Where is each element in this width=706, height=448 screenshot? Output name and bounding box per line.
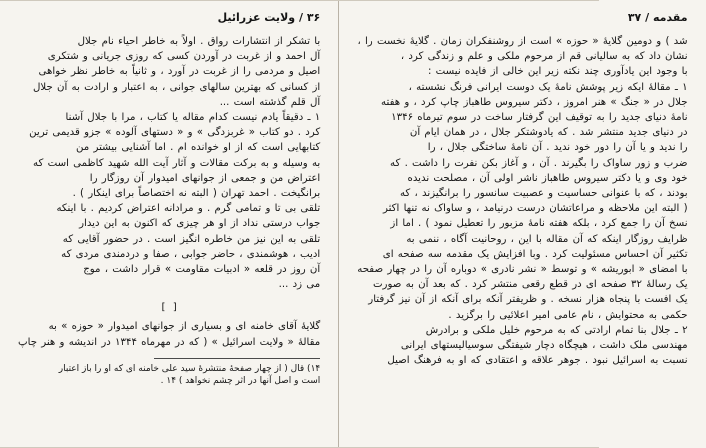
left-body-line: ادیب ، هوشمندی ، حاضر جوابی ، صفا و دردمندی مردی که	[61, 248, 321, 260]
left-body-line: ۱ ـ دقیقاً یادم نیست کدام مقاله یا کتاب ، مرا با جلال آشنا	[65, 112, 321, 124]
left-body-line: اصیل و مردمی را از غربت در آورد ، و ثانیاً به خاطر نظر خواهی	[38, 66, 321, 78]
left-body-line: مقالهٔ « ولایت اسرائیل » ( که در مهرماه ۱۳۴۴ در اندیشه و هنر چاپ	[18, 336, 321, 348]
right-body-line: یک رسالهٔ ۳۲ صفحه ای در قطع رقعی منتشر کرد . که بعد آن به صورت	[372, 279, 688, 291]
right-body-line: ضرب و زور ساواک را بگیرند . آن ، و آغاز بکن نفرت را داشت . که	[390, 157, 688, 169]
left-body-line: جواب درستی نداد از او هر چیزی که اکنون به این دیدار	[79, 218, 321, 230]
left-body-line: با تشکر از انتشارات رواق . اولاً به خاطر احیاء نام جلال	[77, 36, 321, 47]
left-page-number: ۳۶	[306, 11, 321, 24]
right-body-line: با وجود این یادآوری چند نکته زیر این خالی از فایده نیست :	[428, 66, 688, 78]
right-body-line: ۱ ـ مقالهٔ ایکه زیر پوشش نامهٔ یک دوست ایرانی فرنگ نشسته ،	[408, 81, 688, 93]
right-body-line: جلال در « جنگ » هنر امروز ، دکتر سیروس طاهباز چاپ کرد ، و هفته	[381, 96, 688, 108]
left-body-line: تلقی به این نیز من خاطره انگیز است . در حضور آقایی که	[62, 233, 321, 245]
left-body-line: می زد ...	[278, 279, 321, 291]
right-page-number: ۳۷	[627, 11, 642, 24]
right-body-line: یک افست با پنجاه هزار نسخه . و ظریفتر آنکه برای آنکه از آن نیز گرفتار	[368, 294, 688, 306]
left-body-line: کرد . دو کتاب « غربزدگی » و « دستهای آلوده » جزو قدیمی ترین	[29, 127, 321, 139]
right-running-title	[628, 11, 688, 24]
section-ornament: [ ]	[160, 302, 179, 314]
left-page-body	[18, 34, 320, 292]
right-body-line: ( البته این ملاحظه و مراعاتشان درست درنیامد ، و ساواک نه تنها اکثر	[382, 203, 688, 215]
footnote-line: ۱۴) قال ( از چهار صفحهٔ منتشرهٔ سید علی خامنه ای که او را باز اعتبار	[58, 363, 321, 374]
right-page-body	[357, 34, 687, 368]
right-body-line: حکمی به محتوایش ، نام عامی امیر اعلائیی را برگزید .	[448, 309, 688, 321]
left-body-line: آل قلم گذشته است ...	[219, 96, 321, 108]
left-page-header	[18, 11, 320, 24]
footnote-line: است و اصل آنها در اثر چشم نخواهد ) ۱۴ .	[160, 375, 321, 386]
right-header-title: مقدمه	[652, 11, 688, 24]
left-header-title: ولایت عزرائیل	[217, 11, 296, 24]
right-body-line: نسبت به اسرائیل نبود . جوهر علاقه و اعتقادی که او به فرهنگ اصیل	[387, 355, 688, 367]
left-body-line: گلایهٔ آقای خامنه ای و بسیاری از جوانهای امیدوار « حوزه » به	[48, 321, 321, 333]
right-body-line: نسخ آن را جمع کرد ، بلکه هفته نامهٔ مزبور را تعطیل نمود ) . اما از	[390, 218, 688, 230]
right-body-line: بودند ، که با عنوانی حساسیت و عصبیت سانسور را برانگیزند ، که	[399, 188, 688, 200]
right-body-line: نامهٔ دنیای جدید را به توقیف این گرفتار ساخت در سوم تیرماه ۱۳۴۶	[391, 112, 688, 124]
right-body-line: نشان داد که به سالیانی قم از مرحوم ملکی و علم و زندگی کرد ،	[400, 51, 688, 63]
left-body-line: به وسیله و به برکت مقالات و آثار آیت الله شهید کاظمی است که	[33, 157, 321, 169]
left-body-line: از کسانی که بهترین سالهای جوانی ، به اعتبار و ارادت به آن جلال	[32, 81, 321, 93]
right-body-line: ظرایف روزگار اینکه که آن مقاله با این ، روحانیت آگاه ، ننمی به	[406, 233, 688, 245]
left-body-line: تلقی بی تا و تمامی گرم . و مرادانه اعتراض کردیم . با اینکه	[56, 203, 321, 215]
right-body-line: مهندسی ملک داشت ، هیچگاه دچار شیفتگی سوسیالیستهای ایرانی	[400, 340, 688, 352]
left-body-line: اعتراض من و جمعی از جوانهای امیدوار آن روزگار را	[89, 172, 321, 184]
right-body-line: شد ) و دومین گلایهٔ « حوزه » است از روشنفکران زمان . گلایهٔ نخست را ،	[357, 36, 688, 47]
left-page-body-continued	[18, 319, 320, 349]
right-body-line: تکثیر آن احساس مسئولیت کرد . وبا افزایش یک مقدمه سه صفحه ای	[382, 248, 688, 260]
left-body-line: آل احمد و از غربت در آوردن کسی که روزی جریانی و شتکری	[47, 51, 321, 63]
left-body-line: برانگیخت . احمد تهران ( البته نه اختصاصاً برای اینکار ) .	[72, 188, 321, 200]
right-body-line: را ندید و یا آن را دور خود ندید . آن نامهٔ ساختگی جلال ، را	[427, 142, 688, 154]
left-body-line: آن روز در قلعه « ادبیات مقاومت » قرار داشت ، موج	[83, 264, 321, 276]
right-page-header	[357, 11, 687, 24]
right-body-line: با امضای « ابوریشه » و توسط « نشر نادری » دوباره آن را در چهار صفحه	[357, 264, 688, 276]
left-body-line: کتابهایی است که از او خوانده ام . اما آشنایی بیشتر من	[76, 142, 321, 154]
right-body-line: در دنیای جدید منتشر شد . که یادوشتکر جلال ، در همان ایام آن	[409, 127, 688, 139]
right-page	[339, 1, 705, 447]
right-body-line: ۲ ـ جلال بنا تمام ارادتی که به مرحوم خلیل ملکی و برادرش	[425, 324, 688, 336]
footnote	[18, 363, 320, 387]
left-running-title	[218, 11, 321, 24]
right-body-line: خود وی و یا دکتر سیروس طاهباز ناشر اولی آن ، مصلحت ندیده	[407, 172, 688, 184]
right-header-separator: /	[641, 11, 650, 24]
footnote-divider	[154, 358, 320, 359]
left-page	[0, 1, 339, 447]
left-header-separator: /	[295, 11, 303, 24]
